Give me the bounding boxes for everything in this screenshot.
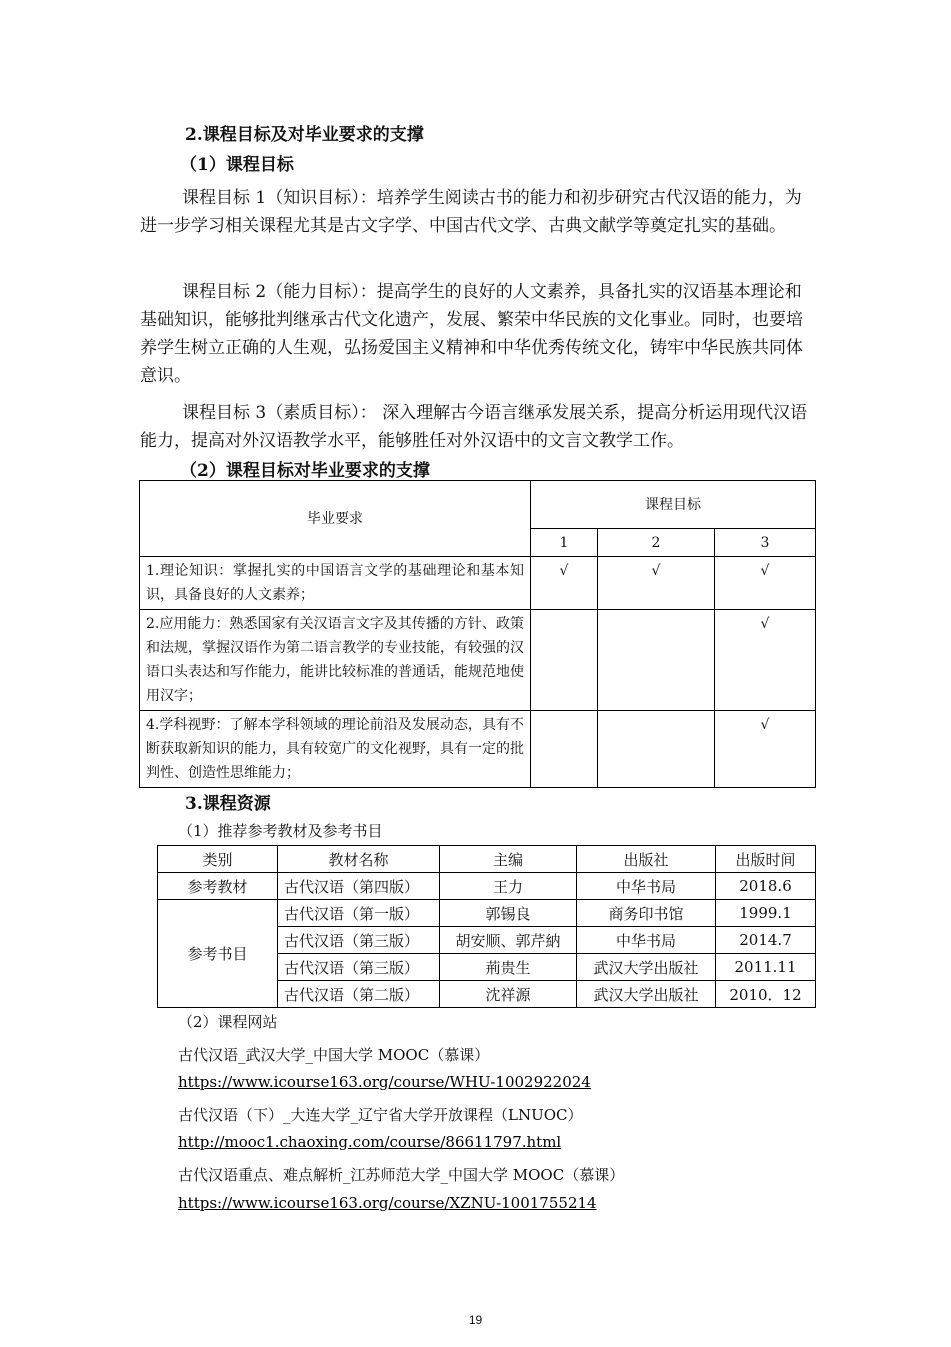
header-category: 类别 [158, 846, 278, 873]
header-graduation-requirement: 毕业要求 [140, 481, 531, 557]
book-date: 2011.11 [716, 954, 816, 981]
check-mark [598, 711, 715, 788]
header-course-goals: 课程目标 [531, 481, 816, 529]
website-link-3[interactable]: https://www.icourse163.org/course/XZNU-1001755214 [178, 1194, 597, 1212]
goal-number-1: 1 [531, 529, 598, 557]
check-mark [598, 610, 715, 711]
book-date: 1999.1 [716, 900, 816, 927]
check-mark: √ [715, 610, 816, 711]
book-editor: 荊贵生 [440, 954, 577, 981]
goal-3-paragraph [140, 399, 820, 455]
header-editor: 主编 [440, 846, 577, 873]
table-row [140, 557, 816, 610]
goal-3-text: 课程目标 3（素质目标）： 深入理解古今语言继承发展关系，提高分析运用现代汉语能力，提高对外汉语教学水平，能够胜任对外汉语中的文言文教学工作。 [140, 403, 808, 451]
check-mark: √ [715, 557, 816, 610]
book-editor: 胡安顺、郭芹納 [440, 927, 577, 954]
course-goals-heading: （1）课程目标 [180, 155, 294, 175]
table-row [140, 610, 816, 711]
book-editor: 王力 [440, 873, 577, 900]
table-row [158, 873, 816, 900]
support-heading: （2）课程目标对毕业要求的支撑 [180, 461, 430, 481]
book-date: 2010．12 [716, 981, 816, 1008]
support-table [139, 480, 816, 788]
section-3-title: 3.课程资源 [185, 794, 271, 814]
books-heading: （1）推荐参考教材及参考书目 [178, 822, 383, 840]
requirement-1: 1.理论知识：掌握扎实的中国语言文学的基础理论和基本知识，具备良好的人文素养； [140, 557, 531, 610]
header-publisher: 出版社 [577, 846, 716, 873]
goal-number-3: 3 [715, 529, 816, 557]
book-publisher: 中华书局 [577, 927, 716, 954]
check-mark [531, 711, 598, 788]
requirement-4: 4.学科视野：了解本学科领域的理论前沿及发展动态，具有不断获取新知识的能力，具有较宽广的文化视野，具有一定的批判性、创造性思维能力； [140, 711, 531, 788]
book-name: 古代汉语（第四版） [278, 873, 440, 900]
book-name: 古代汉语（第一版） [278, 900, 440, 927]
website-link-1[interactable]: https://www.icourse163.org/course/WHU-1002922024 [178, 1073, 591, 1091]
check-mark: √ [598, 557, 715, 610]
book-publisher: 商务印书馆 [577, 900, 716, 927]
book-name: 古代汉语（第二版） [278, 981, 440, 1008]
book-date: 2014.7 [716, 927, 816, 954]
check-mark: √ [531, 557, 598, 610]
table-row [158, 900, 816, 927]
website-title-3: 古代汉语重点、难点解析_江苏师范大学_中国大学 MOOC（慕课） [178, 1166, 625, 1184]
website-title-1: 古代汉语_武汉大学_中国大学 MOOC（慕课） [178, 1046, 490, 1064]
table-row [140, 711, 816, 788]
category-references: 参考书目 [158, 900, 278, 1008]
books-table [157, 845, 816, 1008]
book-publisher: 武汉大学出版社 [577, 954, 716, 981]
book-name: 古代汉语（第三版） [278, 954, 440, 981]
book-publisher: 中华书局 [577, 873, 716, 900]
requirement-2: 2.应用能力：熟悉国家有关汉语言文字及其传播的方针、政策和法规，掌握汉语作为第二语言教学的专业技能，有较强的汉语口头表达和写作能力，能讲比较标准的普通话，能规范地使用汉字； [140, 610, 531, 711]
websites-heading: （2）课程网站 [178, 1013, 278, 1031]
book-name: 古代汉语（第三版） [278, 927, 440, 954]
book-publisher: 武汉大学出版社 [577, 981, 716, 1008]
goal-2-text: 课程目标 2（能力目标）：提高学生的良好的人文素养，具备扎实的汉语基本理论和基础知识，能够批判继承古代文化遗产，发展、繁荣中华民族的文化事业。同时，也要培养学生树立正确的人生观，弘扬爱国主义精神和中华优秀传统文化，铸牢中华民族共同体意识。 [140, 282, 803, 386]
category-textbook: 参考教材 [158, 873, 278, 900]
goal-2-paragraph [140, 278, 810, 390]
website-title-2: 古代汉语（下）_大连大学_辽宁省大学开放课程（LNUOC） [178, 1106, 583, 1124]
check-mark: √ [715, 711, 816, 788]
book-editor: 郭锡良 [440, 900, 577, 927]
header-publish-date: 出版时间 [716, 846, 816, 873]
goal-1-text: 课程目标 1（知识目标）：培养学生阅读古书的能力和初步研究古代汉语的能力，为进一步学习相关课程尤其是古文字学、中国古代文学、古典文献学等奠定扎实的基础。 [140, 188, 802, 236]
page-number: 19 [468, 1313, 483, 1327]
book-date: 2018.6 [716, 873, 816, 900]
goal-number-2: 2 [598, 529, 715, 557]
goal-1-paragraph [140, 184, 810, 240]
website-link-2[interactable]: http://mooc1.chaoxing.com/course/86611797.html [178, 1133, 562, 1151]
section-2-title: 2.课程目标及对毕业要求的支撑 [185, 125, 424, 145]
check-mark [531, 610, 598, 711]
book-editor: 沈祥源 [440, 981, 577, 1008]
header-book-name: 教材名称 [278, 846, 440, 873]
